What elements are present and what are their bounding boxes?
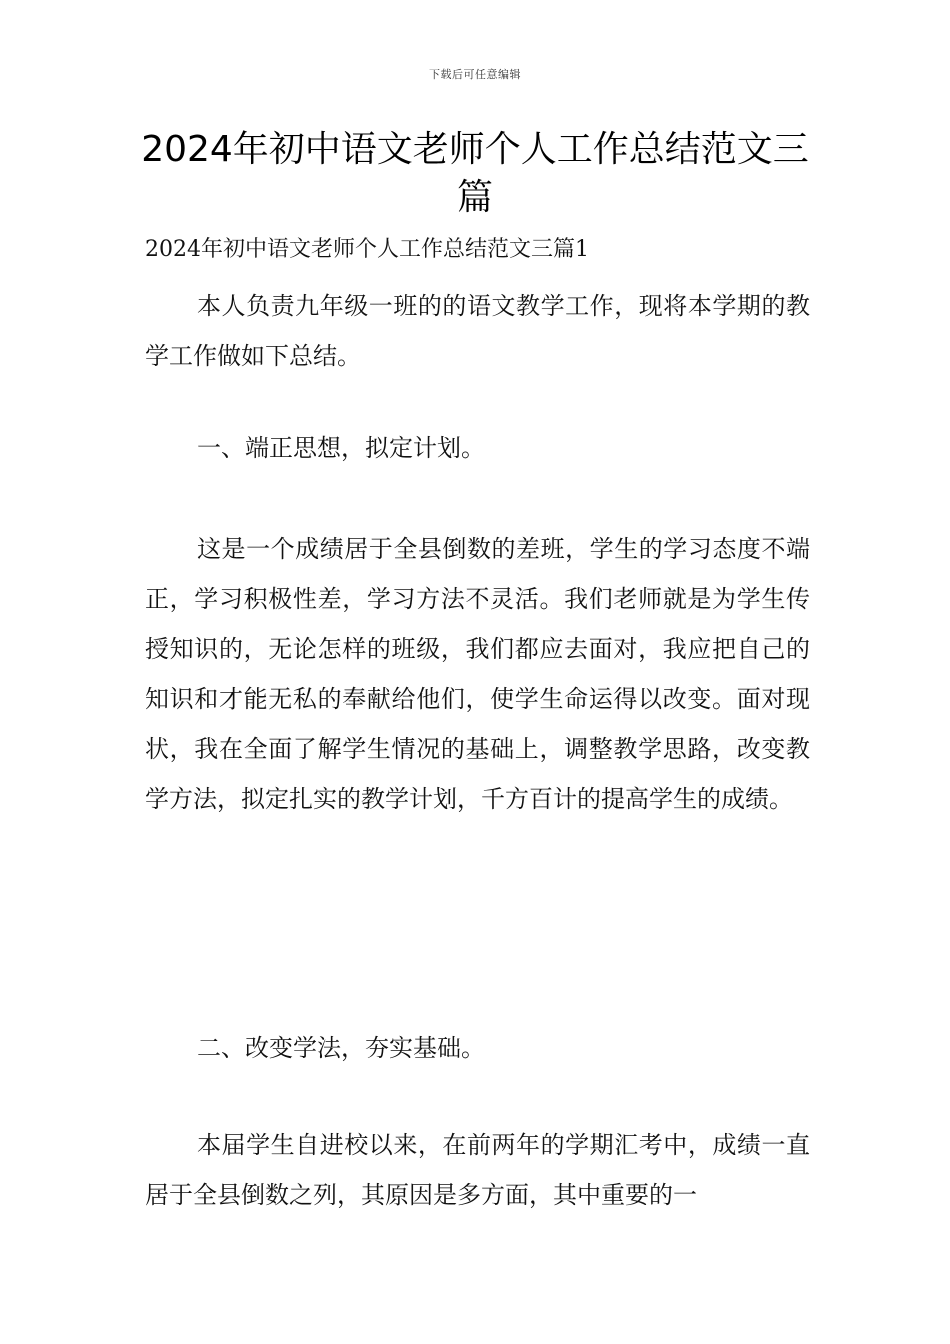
section-body-2: 本届学生自进校以来，在前两年的学期汇考中，成绩一直居于全县倒数之列，其原因是多方面，其中重要的一 — [145, 1131, 810, 1209]
article-subtitle: 2024年初中语文老师个人工作总结范文三篇1 — [145, 237, 589, 262]
document-title: 2024年初中语文老师个人工作总结范文三篇 — [141, 129, 809, 218]
header-note: 下载后可任意编辑 — [429, 68, 521, 81]
section-heading-2: 二、改变学法，夯实基础。 — [197, 1034, 485, 1062]
section-body-1: 这是一个成绩居于全县倒数的差班，学生的学习态度不端正，学习积极性差，学习方法不灵活。我们老师就是为学生传授知识的，无论怎样的班级，我们都应去面对，我应把自己的知识和才能无私的奉献给他们，使学生命运得以改变。面对现状，我在全面了解学生情况的基础上，调整教学思路，改变教学方法，拟定扎实的教学计划，千方百计的提高学生的成绩。 — [145, 535, 810, 813]
intro-paragraph: 本人负责九年级一班的的语文教学工作，现将本学期的教学工作做如下总结。 — [145, 292, 810, 370]
section-heading-1: 一、端正思想，拟定计划。 — [197, 434, 485, 462]
